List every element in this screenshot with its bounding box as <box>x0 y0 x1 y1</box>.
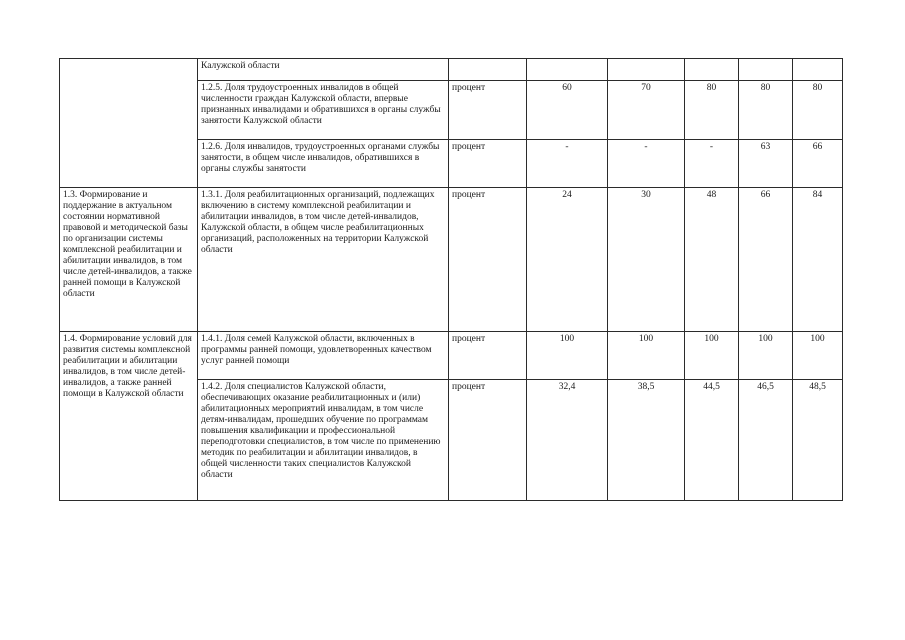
value-text: 38,5 <box>637 382 655 392</box>
indicator-cell <box>198 380 449 501</box>
value-cell <box>739 81 793 140</box>
unit-cell <box>449 140 527 188</box>
value-text: 46,5 <box>757 382 774 392</box>
unit-cell <box>449 188 527 332</box>
value-cell <box>527 140 608 188</box>
value-text: 48,5 <box>809 382 826 392</box>
indicator-text: 1.4.2. Доля специалистов Калужской области, обеспечивающих оказание реабилитационных и (или) абилитационных мероприятий инвалидам, в том числе детям-инвалидам, прошедших обучение по программам повышения квалификации и профессиональной переподготовки специалистов, в том числе по применению методик по реабилитации и абилитации инвалидов, в общей численности таких специалистов Калужской области <box>201 382 441 480</box>
indicator-cell <box>198 188 449 332</box>
unit-cell <box>449 81 527 140</box>
value-cell <box>608 140 685 188</box>
value-text: 100 <box>704 334 719 344</box>
value-cell <box>793 81 843 140</box>
value-text: 30 <box>641 190 651 200</box>
value-text: 100 <box>810 334 825 344</box>
value-cell <box>685 59 739 81</box>
value-cell <box>739 380 793 501</box>
value-cell <box>793 380 843 501</box>
value-cell <box>608 380 685 501</box>
value-cell <box>527 59 608 81</box>
value-cell <box>685 332 739 380</box>
value-text: 60 <box>562 83 572 93</box>
value-cell <box>608 188 685 332</box>
value-cell <box>793 188 843 332</box>
value-text: 63 <box>760 142 771 152</box>
task-cell <box>60 332 198 501</box>
value-cell <box>608 332 685 380</box>
indicator-text: 1.2.6. Доля инвалидов, трудоустроенных органами службы занятости, в общем числе инвалидов, обратившихся в органы службы занятости <box>201 142 440 174</box>
table-row <box>60 188 843 332</box>
value-cell <box>527 332 608 380</box>
table-row <box>60 332 843 380</box>
value-text: - <box>565 142 569 152</box>
value-cell <box>739 188 793 332</box>
value-text: 84 <box>812 190 823 200</box>
value-cell <box>739 332 793 380</box>
table-row <box>60 59 843 81</box>
value-text: 66 <box>760 190 771 200</box>
value-text: 80 <box>706 83 717 93</box>
indicators-table <box>59 58 843 501</box>
value-cell <box>793 140 843 188</box>
value-cell <box>608 81 685 140</box>
indicator-text: Калужской области <box>201 61 280 71</box>
value-cell <box>685 81 739 140</box>
value-cell <box>793 332 843 380</box>
value-text: 66 <box>812 142 823 152</box>
value-text: 32,4 <box>558 382 576 392</box>
task-text: 1.3. Формирование и поддержание в актуальном состоянии нормативной правовой и методической базы по организации системы комплексной реабилитации и абилитации инвалидов, в том числе детей-инвалидов, а также ранней помощи в Калужской области <box>63 190 192 299</box>
value-cell <box>793 59 843 81</box>
indicator-cell <box>198 81 449 140</box>
unit-cell <box>449 332 527 380</box>
unit-cell <box>449 380 527 501</box>
value-cell <box>685 188 739 332</box>
task-cell <box>60 188 198 332</box>
value-text: 48 <box>706 190 717 200</box>
value-text: 80 <box>812 83 823 93</box>
indicator-cell <box>198 59 449 81</box>
value-text: 100 <box>758 334 773 344</box>
value-cell <box>739 140 793 188</box>
value-cell <box>685 140 739 188</box>
unit-text: процент <box>452 382 486 392</box>
indicator-cell <box>198 332 449 380</box>
value-text: 24 <box>562 190 572 200</box>
value-cell <box>527 380 608 501</box>
value-text: 70 <box>641 83 651 93</box>
unit-text: процент <box>452 190 486 200</box>
unit-text: процент <box>452 142 486 152</box>
value-text: - <box>644 142 648 152</box>
indicator-text: 1.3.1. Доля реабилитационных организаций, подлежащих включению в систему комплексной реабилитации и абилитации инвалидов, в том числе детей-инвалидов, Калужской области, в общем числе реабилитационных организаций, расположенных на территории Калужской области <box>201 190 435 255</box>
value-cell <box>527 81 608 140</box>
value-text: 100 <box>638 334 654 344</box>
value-text: - <box>709 142 714 152</box>
value-cell <box>527 188 608 332</box>
value-cell <box>608 59 685 81</box>
unit-cell <box>449 59 527 81</box>
indicator-text: 1.2.5. Доля трудоустроенных инвалидов в общей численности граждан Калужской области, впервые признанных инвалидами и обратившихся в органы службы занятости Калужской области <box>201 83 441 126</box>
unit-text: процент <box>452 83 486 93</box>
task-text: 1.4. Формирование условий для развития системы комплексной реабилитации и абилитации инвалидов, в том числе детей-инвалидов, а также ранней помощи в Калужской области <box>63 334 192 399</box>
value-cell <box>685 380 739 501</box>
value-text: 100 <box>559 334 575 344</box>
unit-text: процент <box>452 334 486 344</box>
value-text: 44,5 <box>703 382 720 392</box>
task-cell <box>60 59 198 188</box>
value-text: 80 <box>760 83 771 93</box>
indicator-text: 1.4.1. Доля семей Калужской области, включенных в программы ранней помощи, удовлетворенных качеством услуг ранней помощи <box>201 334 432 366</box>
value-cell <box>739 59 793 81</box>
indicator-cell <box>198 140 449 188</box>
